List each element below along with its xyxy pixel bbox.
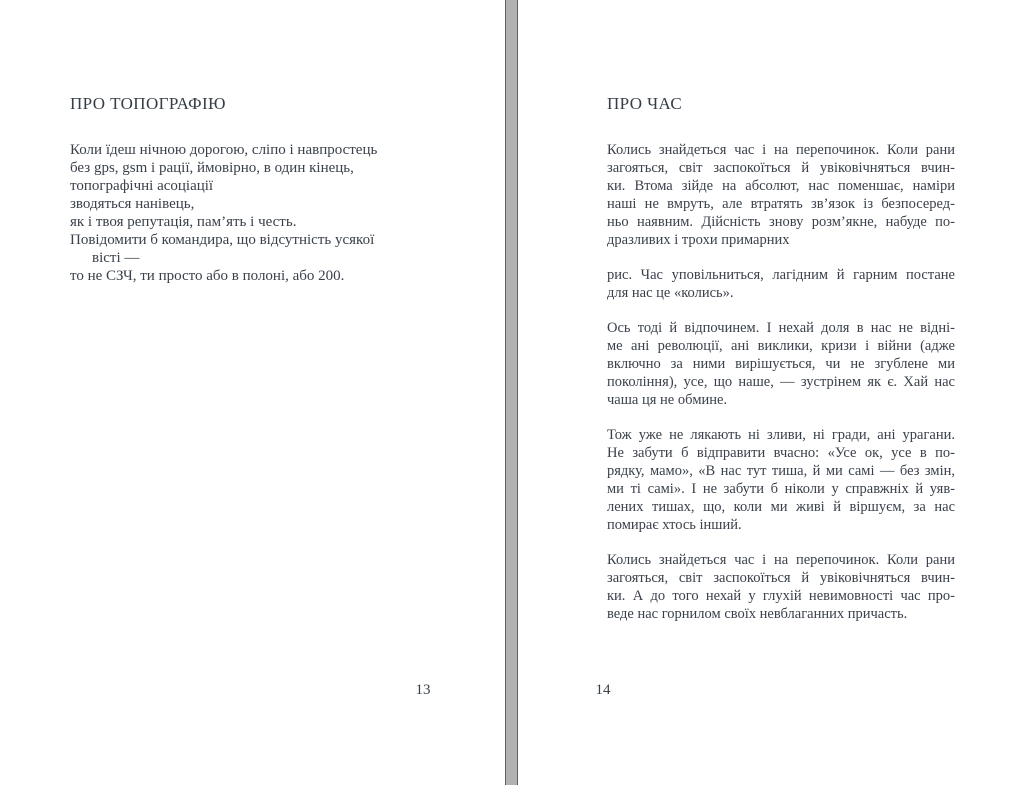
prose-line: помирає хтось інший. — [607, 517, 742, 533]
prose-line: наші не вмруть, але втратять зв’язок із безпосеред- — [607, 196, 955, 212]
prose-line: ки. А до того нехай у глухій невимовності час про- — [607, 588, 955, 604]
prose-line: включно за ними вирішується, чи не згублене ми — [607, 356, 955, 372]
poem-line: топографічні асоціації — [70, 178, 214, 194]
prose-line: Не забути б відправити вчасно: «Усе ок, усе в по- — [607, 445, 955, 461]
paragraph — [607, 426, 955, 534]
prose-line: рядку, мамо», «В нас тут тиша, й ми самі — без змін, — [607, 463, 955, 479]
prose-line: чаша ця не обмине. — [607, 392, 728, 408]
prose-line: ньо наявним. Дійсність знову розм’якне, набуде по- — [607, 214, 955, 230]
paragraph — [607, 319, 955, 409]
prose-line: ми ті самі». І не забути б ніколи у справжніх й уяв- — [607, 481, 955, 497]
page-right-content — [607, 93, 955, 640]
page-left-content — [70, 93, 502, 285]
poem-line: без gps, gsm і рації, ймовірно, в один кінець, — [70, 160, 354, 176]
poem-line: Коли їдеш нічною дорогою, сліпо і навпростець — [70, 142, 378, 158]
prose-line: рис. Час уповільниться, лагідним й гарним постане — [607, 267, 955, 283]
page-gutter-divider — [505, 0, 518, 785]
poem-line-indented: вісті — — [92, 250, 140, 266]
paragraph — [607, 266, 955, 302]
chapter-title-topography: ПРО ТОПОГРАФІЮ — [70, 94, 226, 113]
poem-line: Повідомити б командира, що відсутність усякої — [70, 232, 375, 248]
page-right — [518, 0, 1021, 785]
page-left — [0, 0, 505, 785]
poem-line: зводяться нанівець, — [70, 196, 195, 212]
prose-line: лених тишах, що, коли ми живі й віршуєм, за нас — [607, 499, 955, 515]
chapter-title-time: ПРО ЧАС — [607, 94, 683, 113]
prose-line: покоління), усе, що наше, — зустрінем як є. Хай нас — [607, 374, 955, 390]
prose-line: ки. Втома зійде на абсолют, нас поменшає, наміри — [607, 178, 955, 194]
prose-line: Ось тоді й відпочинем. І нехай доля в нас не відні- — [607, 320, 955, 336]
page-number-left: 13 — [415, 682, 431, 698]
paragraph — [607, 551, 955, 623]
page-number-right: 14 — [595, 682, 611, 698]
poem-line: то не СЗЧ, ти просто або в полоні, або 200. — [70, 268, 345, 284]
prose-line: Тож уже не лякають ні зливи, ні гради, ані урагани. — [607, 427, 955, 443]
prose-line: Колись знайдеться час і на перепочинок. Коли рани — [607, 142, 955, 158]
prose-line: загояться, світ заспокоїться й увіковічняться вчин- — [607, 570, 955, 586]
poem-line: як і твоя репутація, пам’ять і честь. — [70, 214, 297, 230]
prose-line: Колись знайдеться час і на перепочинок. Коли рани — [607, 552, 955, 568]
prose-line: дразливих і трохи примарних — [607, 232, 790, 248]
poem-body — [70, 141, 502, 285]
paragraph — [607, 141, 955, 249]
prose-line: для нас це «колись». — [607, 285, 734, 301]
prose-line: веде нас горнилом своїх невблаганних причасть. — [607, 606, 908, 622]
prose-body — [607, 141, 955, 623]
prose-line: загояться, світ заспокоїться й увіковічняться вчин- — [607, 160, 955, 176]
prose-line: ме ані революції, ані виклики, кризи і війни (адже — [607, 338, 955, 354]
